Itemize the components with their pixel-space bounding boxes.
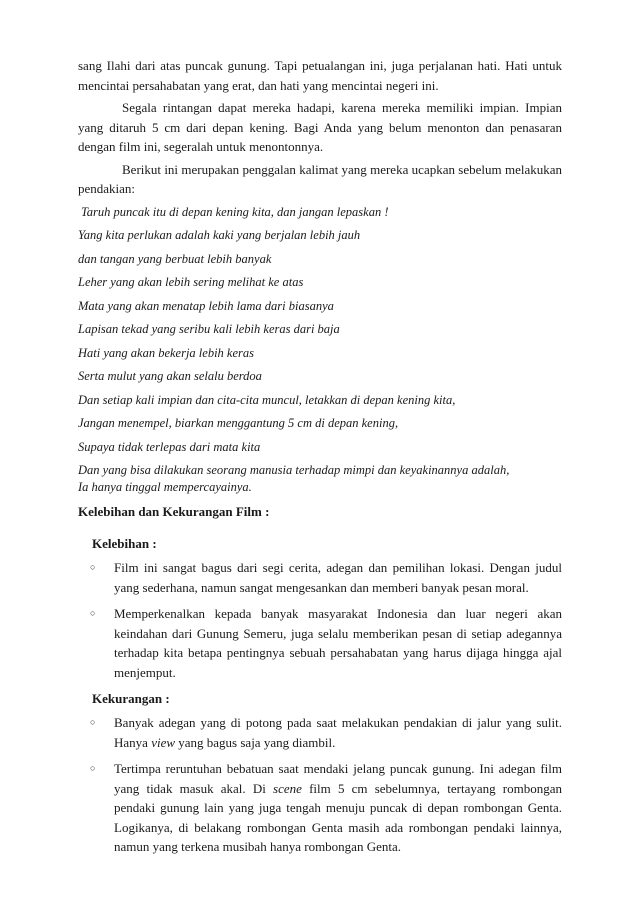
text-segment: film 5 cm sebelumnya, tertayang rombongan pendaki gunung lain yang juga tengah menuju puncak di depan rombongan Genta. Logikanya, di belakang rombongan Genta masih ada rombongan pendaki lainnya, namun yang terkena musibah hanya rombongan Genta. bbox=[114, 780, 563, 854]
emphasis-text: scene bbox=[273, 780, 302, 796]
quote-line: Serta mulut yang akan selalu berdoa bbox=[78, 369, 262, 383]
paragraph-2: Segala rintangan dapat mereka hadapi, karena mereka memiliki impian. Impian yang ditaruh 5 cm dari depan kening. Bagi Anda yang belum menonton dan penasaran dengan film ini, segeralah untuk menontonnya. bbox=[78, 100, 562, 154]
quote-line: Yang kita perlukan adalah kaki yang berjalan lebih jauh bbox=[78, 228, 361, 242]
list-item bbox=[90, 713, 562, 752]
circle-bullet-icon: ○ bbox=[90, 608, 96, 618]
paragraph-1: sang Ilahi dari atas puncak gunung. Tapi petualangan ini, juga perjalanan hati. Hati untuk mencintai persahabatan yang erat, dan hati yang mencintai negeri ini. bbox=[78, 58, 562, 93]
quote-line: Mata yang akan menatap lebih lama dari biasanya bbox=[78, 298, 334, 313]
final-quote-line-1: Dan yang bisa dilakukan seorang manusia terhadap mimpi dan keyakinannya adalah, bbox=[78, 463, 510, 477]
emphasis-text: view bbox=[151, 734, 176, 750]
section-title: Kelebihan dan Kekurangan Film : bbox=[78, 504, 270, 519]
quote-line: Dan setiap kali impian dan cita-cita muncul, letakkan di depan kening kita, bbox=[78, 392, 456, 407]
kelebihan-list bbox=[90, 558, 562, 682]
quote-line: Leher yang akan lebih sering melihat ke atas bbox=[78, 275, 304, 289]
document-page bbox=[78, 56, 562, 864]
quote-line: Taruh puncak itu di depan kening kita, dan jangan lepaskan ! bbox=[81, 204, 389, 219]
list-item bbox=[90, 604, 562, 682]
text-segment: Banyak adegan yang di potong pada saat melakukan pendakian di jalur yang sulit. Hanya bbox=[114, 715, 562, 750]
text-segment: yang bagus saja yang diambil. bbox=[175, 734, 336, 750]
quote-line: dan tangan yang berbuat lebih banyak bbox=[78, 251, 272, 266]
kekurangan-list bbox=[90, 713, 562, 857]
list-item-text: Film ini sangat bagus dari segi cerita, adegan dan pemilihan lokasi. Dengan judul yang sederhana, namun sangat mengesankan dan memberi banyak pesan moral. bbox=[114, 560, 562, 595]
kekurangan-heading: Kekurangan : bbox=[92, 691, 170, 706]
quote-line: Jangan menempel, biarkan menggantung 5 cm di depan kening, bbox=[78, 416, 399, 430]
circle-bullet-icon: ○ bbox=[90, 562, 96, 572]
kelebihan-heading: Kelebihan : bbox=[92, 536, 157, 551]
quote-line: Supaya tidak terlepas dari mata kita bbox=[78, 439, 261, 454]
text-segment: Tertimpa reruntuhan bebatuan saat mendaki jelang puncak gunung. Ini adegan film yang tidak masuk akal. Di bbox=[114, 761, 562, 796]
list-item bbox=[90, 558, 562, 597]
list-item-text: Memperkenalkan kepada banyak masyarakat Indonesia dan luar negeri akan keindahan dari Gunung Semeru, juga selalu memberikan pesan di setiap adegannya terhadap kita betapa pentingnya sebuah persahabatan yang harus dijaga hingga ajal menjemput. bbox=[114, 606, 562, 680]
list-item bbox=[90, 759, 562, 857]
list-item-text bbox=[114, 761, 562, 854]
final-quote bbox=[78, 462, 562, 496]
quote-line: Lapisan tekad yang seribu kali lebih keras dari baja bbox=[78, 322, 340, 336]
quote-block bbox=[78, 204, 562, 497]
paragraph-3: Berikut ini merupakan penggalan kalimat yang mereka ucapkan sebelum melakukan pendakian: bbox=[78, 161, 562, 196]
circle-bullet-icon: ○ bbox=[90, 763, 96, 773]
circle-bullet-icon: ○ bbox=[90, 717, 96, 727]
final-quote-line-2: Ia hanya tinggal mempercayainya. bbox=[78, 480, 252, 494]
quote-line: Hati yang akan bekerja lebih keras bbox=[78, 345, 254, 360]
list-item-text bbox=[114, 715, 562, 750]
